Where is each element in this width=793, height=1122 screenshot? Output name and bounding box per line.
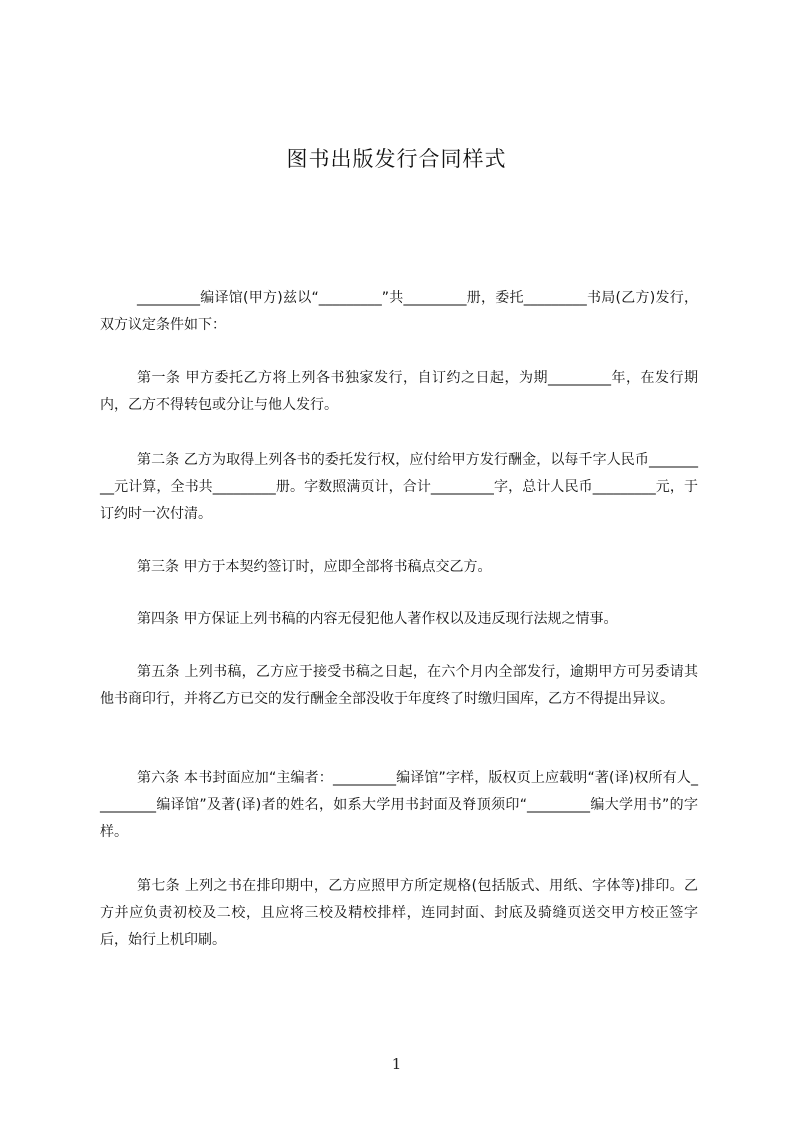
article-3: 第三条 甲方于本契约签订时，应即全部将书稿点交乙方。 [137,559,492,575]
article-1: 第一条 甲方委托乙方将上列各书独家发行，自订约之日起，为期_________年，在发行期内，乙方不得转包或分让与他人发行。 [100,370,698,413]
article-7: 第七条 上列之书在排印期中，乙方应照甲方所定规格(包括版式、用纸、字体等)排印。乙方并应负责初校及二校，且应将三校及精校排样，连同封面、封底及骑缝页送交甲方校正签字后，始行上机印刷。 [100,878,698,948]
intro-paragraph: _________编译馆(甲方)兹以“_________”共_________册，委托_________书局(乙方)发行，双方议定条件如下： [100,290,698,333]
article-2: 第二条 乙方为取得上列各书的委托发行权，应付给甲方发行酬金，以每千字人民币_________元计算，全书共_________册。字数照满页计，合计_________字，总计人民币_________元，于订约时一次付清。 [100,452,698,522]
article-5: 第五条 上列书稿，乙方应于接受书稿之日起，在六个月内全部发行，逾期甲方可另委请其他书商印行，并将乙方已交的发行酬金全部没收于年度终了时缴归国库，乙方不得提出异议。 [100,664,698,707]
document-title: 图书出版发行合同样式 [286,147,507,171]
page-number: 1 [391,1055,402,1073]
article-6: 第六条 本书封面应加“主编者：_________编译馆”字样，版权页上应载明“著(译)权所有人_________编译馆”及著(译)者的姓名，如系大学用书封面及脊顶须印“_________编大学用书”的字样。 [100,770,698,840]
article-4: 第四条 甲方保证上列书稿的内容无侵犯他人著作权以及违反现行法规之情事。 [137,611,618,627]
